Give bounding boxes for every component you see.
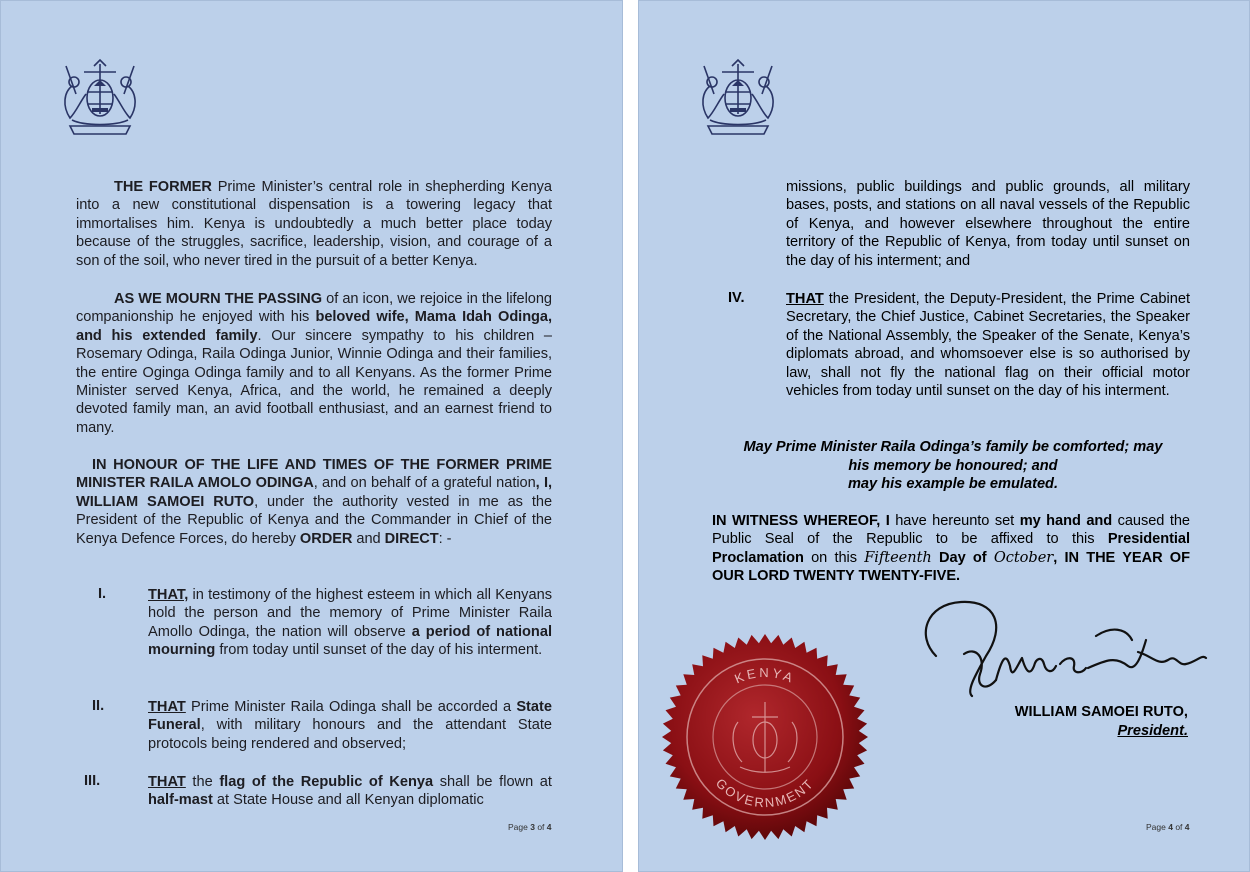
item-number-iii: III. [84,773,101,789]
paragraph-former-prime-minister: THE FORMER Prime Minister’s central role in shepherding Kenya into a new constitutional dispensation is a towering legacy that immortalises him. Kenya is undoubtedly a much better place today because of the struggles, sacrifice, leadership, vision, and courage of a son of the soil, who never tired in the pursuit of a better Kenya. [76,179,552,269]
page-number: Page 4 of 4 [1146,822,1190,832]
item-number-i: I. [98,586,107,602]
signatory-name: WILLIAM SAMOEI RUTO, [1014,704,1188,720]
page-3 [0,0,623,872]
item-number-ii: II. [92,698,105,714]
paragraph-mourning: AS WE MOURN THE PASSING of an icon, we rejoice in the lifelong companionship he enjoyed with his beloved wife, Mama Idah Odinga, and his extended family. Our sincere sympathy to his children – Rosemary Odinga, Raila Odinga Junior, Winnie Odinga and their families, the entire Oginga Odinga family and to all Kenyans. As the former Prime Minister served Kenya, Africa, and the world, he remained a deeply devoted family man, an avid football enthusiast, and an earnest friend to many. [76,291,552,436]
seal-top-text: KENYA [732,664,798,687]
page-number: Page 3 of 4 [508,822,552,832]
item-number-iv: IV. [728,290,745,306]
item-iii-continuation: missions, public buildings and public grounds, all military bases, posts, and stations on all naval vessels of the Republic of Kenya, and however elsewhere throughout the entire territory of the Republic of Kenya, from today until sunset on the day of his interment; and [786,179,1190,269]
seal-bottom-text: GOVERNMENT [712,775,818,811]
signatory-title: President. [1117,722,1188,739]
item-iii-flag-half-mast: THAT the flag of the Republic of Kenya shall be flown at half-mast at State House and all Kenyan diplomatic [148,774,552,809]
public-seal-of-kenya [660,632,870,842]
handwritten-signature [906,596,1226,716]
item-iv-vehicle-flags: THAT the President, the Deputy-President, the Prime Cabinet Secretary, the Chief Justice, Cabinet Secretaries, the Speaker of the National Assembly, the Speaker of the Senate, Kenya’s diplomats abroad, and whomsoever else is so authorised by law, shall not fly the national flag on their official motor vehicles from today until sunset on the day of his interment. [786,291,1190,400]
coat-of-arms-emblem [692,56,784,140]
item-i-national-mourning: THAT, in testimony of the highest esteem in which all Kenyans hold the person and the memory of Prime Minister Raila Amollo Odinga, the nation will observe a period of national mourning from today until sunset of the day of his interment. [148,587,552,659]
witness-clause: IN WITNESS WHEREOF, I have hereunto set my hand and caused the Public Seal of the Republic to be affixed to this Presidential Proclamation on this Fifteenth Day of October, IN THE YEAR OF OUR LORD TWENTY TWENTY-FIVE. [712,513,1191,585]
memorial-prayer: May Prime Minister Raila Odinga’s family be comforted; may his memory be honoured; and may his example be emulated. [743,439,1163,492]
item-ii-state-funeral: THAT Prime Minister Raila Odinga shall be accorded a State Funeral, with military honours and the attendant State protocols being rendered and observed; [148,699,552,752]
coat-of-arms-emblem [54,56,146,140]
paragraph-order-and-direct: IN HONOUR OF THE LIFE AND TIMES OF THE FORMER PRIME MINISTER RAILA AMOLO ODINGA, and on behalf of a grateful nation, I, WILLIAM SAMOEI RUTO, under the authority vested in me as the President of the Republic of Kenya and the Commander in Chief of the Kenya Defence Forces, do hereby ORDER and DIRECT: - [76,457,553,547]
signatory [988,703,1188,740]
